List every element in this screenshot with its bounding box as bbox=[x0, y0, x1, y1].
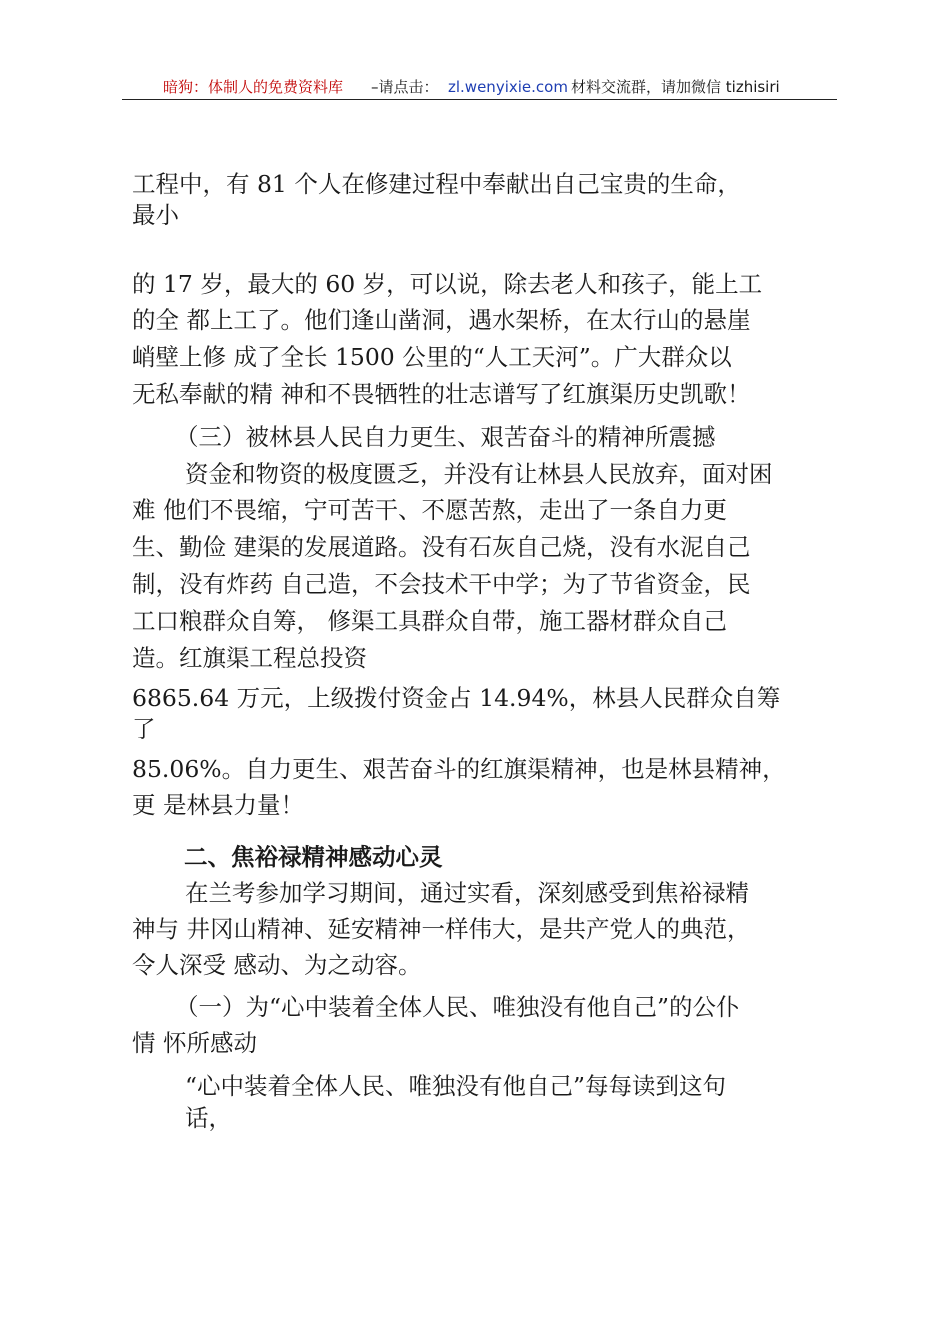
body-line: 峭壁上修 成了全长 1500 公里的“人工天河”。广大群众以 bbox=[132, 343, 732, 371]
chapter-heading: 二、焦裕禄精神感动心灵 bbox=[184, 843, 443, 871]
section-heading: （一）为“心中装着全体人民、唯独没有他自己”的公仆 bbox=[175, 993, 740, 1021]
body-line: 令人深受 感动、为之动容。 bbox=[132, 951, 422, 979]
body-line: 的全 都上工了。他们逢山凿洞，遇水架桥，在太行山的悬崖 bbox=[132, 306, 751, 334]
header-wechat-note: 材料交流群，请加微信 tizhisiri bbox=[571, 78, 780, 96]
body-line: 85.06%。自力更生、艰苦奋斗的红旗渠精神，也是林县精神， bbox=[132, 755, 786, 783]
body-line: 的 17 岁，最大的 60 岁，可以说，除去老人和孩子，能上工 bbox=[132, 270, 763, 298]
body-line: 资金和物资的极度匮乏，并没有让林县人民放弃，面对困 bbox=[185, 460, 773, 488]
header-click-prompt: –请点击： bbox=[371, 78, 439, 96]
header-divider bbox=[122, 99, 837, 100]
body-line: 难 他们不畏缩，宁可苦干、不愿苦熬，走出了一条自力更 bbox=[132, 496, 727, 524]
body-line: 无私奉献的精 神和不畏牺牲的壮志谱写了红旗渠历史凯歌！ bbox=[132, 380, 751, 408]
body-line: “心中装着全体人民、唯独没有他自己”每每读到这句 bbox=[185, 1072, 727, 1100]
body-line: 工程中，有 81 个人在修建过程中奉献出自己宝贵的生命， bbox=[132, 170, 741, 198]
body-line: 最小 bbox=[132, 201, 179, 229]
body-line: 了 bbox=[132, 715, 156, 743]
page-header bbox=[0, 76, 950, 98]
body-line: 造。红旗渠工程总投资 bbox=[132, 644, 367, 672]
section-heading-cont: 情 怀所感动 bbox=[132, 1029, 257, 1057]
body-line: 6865.64 万元，上级拨付资金占 14.94%，林县人民群众自筹 bbox=[132, 684, 781, 712]
body-line: 话， bbox=[185, 1104, 232, 1132]
body-line: 制，没有炸药 自己造，不会技术干中学；为了节省资金，民 bbox=[132, 570, 751, 598]
body-line: 神与 井冈山精神、延安精神一样伟大，是共产党人的典范， bbox=[132, 915, 751, 943]
header-link[interactable]: zl.wenyixie.com bbox=[448, 78, 568, 96]
body-line: 更 是林县力量！ bbox=[132, 791, 304, 819]
body-line: 在兰考参加学习期间，通过实看，深刻感受到焦裕禄精 bbox=[185, 879, 749, 907]
body-line: 工口粮群众自筹， 修渠工具群众自带，施工器材群众自己 bbox=[132, 607, 727, 635]
header-site-title: 暗狗：体制人的免费资料库 bbox=[163, 78, 344, 96]
section-heading: （三）被林县人民自力更生、艰苦奋斗的精神所震撼 bbox=[175, 423, 716, 451]
body-line: 生、勤俭 建渠的发展道路。没有石灰自己烧，没有水泥自己 bbox=[132, 533, 751, 561]
